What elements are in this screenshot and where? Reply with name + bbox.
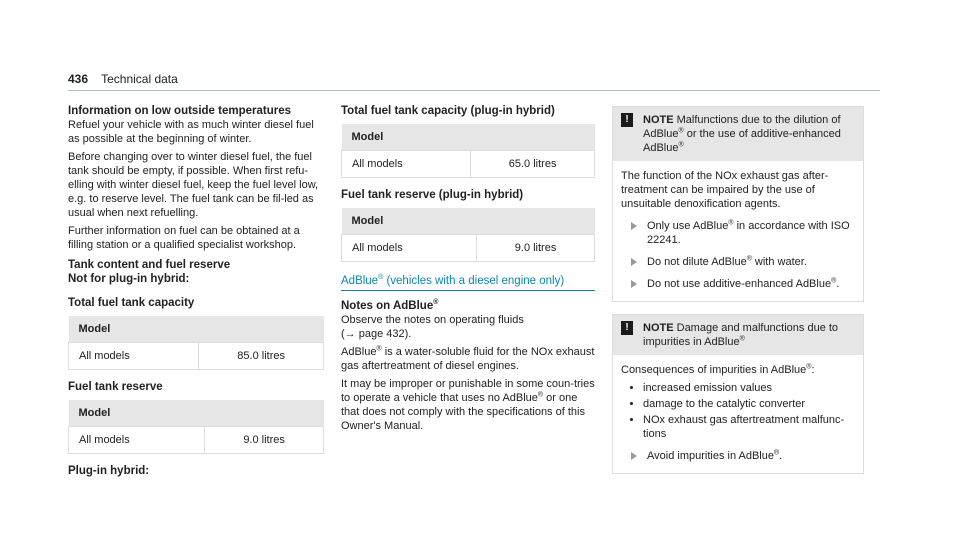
triangle-bullet-icon	[631, 452, 637, 460]
plugin-total-title: Total fuel tank capacity (plug-in hybrid)	[341, 105, 555, 117]
table-cell-model: All models	[69, 427, 205, 454]
column-middle	[341, 104, 595, 437]
instruction-item	[621, 219, 855, 247]
instruction-item	[621, 255, 855, 269]
notes-title-text: Notes on AdBlue	[341, 300, 434, 312]
column-left	[68, 104, 324, 478]
triangle-bullet-icon	[631, 258, 637, 266]
table-cell-model: All models	[342, 235, 477, 262]
table-cell-value: 65.0 litres	[471, 151, 595, 178]
note-heading-text	[643, 321, 855, 349]
adblue-title-rest: (vehicles with a diesel engine only)	[383, 275, 565, 287]
instruction-text: Do not dilute AdBlue® with water.	[647, 255, 807, 268]
table-cell-model: All models	[342, 151, 471, 178]
table-header: Model	[342, 124, 595, 151]
notes-text: is a water-soluble fluid for the NOx exhaust gas aftertreatment of diesel engines.	[341, 346, 595, 372]
page-reference-link[interactable]: (→ page 432).	[341, 328, 412, 340]
note-body	[613, 355, 863, 473]
warning-icon: !	[621, 321, 633, 335]
note-text: Malfunctions due to the dilution of AdBlue	[643, 114, 841, 140]
registered-mark: ®	[678, 127, 684, 135]
column-right	[612, 106, 864, 474]
table-cell-value: 85.0 litres	[199, 343, 324, 370]
consequences-list	[621, 381, 855, 441]
adblue-section-title	[341, 274, 595, 291]
notes-text: AdBlue	[341, 346, 377, 358]
instruction-item	[621, 277, 855, 291]
list-item: • NOx exhaust gas aftertreatment malfunc-tions	[643, 413, 855, 441]
note-text: Damage and malfunctions due to impurities in AdBlue	[643, 322, 839, 348]
total-capacity-title: Total fuel tank capacity	[68, 297, 195, 309]
page-number: 436	[68, 72, 89, 86]
plugin-hybrid-label: Plug-in hybrid:	[68, 465, 150, 477]
registered-mark: ®	[378, 274, 384, 282]
note-box-dilution	[612, 106, 864, 302]
notes-paragraph-1	[341, 313, 595, 341]
warning-icon: !	[621, 113, 633, 127]
registered-mark: ®	[376, 345, 382, 353]
table-header: Model	[342, 208, 595, 235]
note-body-text: Consequences of impurities in AdBlue®:	[621, 363, 815, 376]
instruction-item	[621, 449, 855, 463]
page-header	[68, 72, 880, 87]
info-title: Information on low outside temperatures	[68, 105, 291, 117]
note-box-impurities	[612, 314, 864, 474]
note-label: NOTE	[643, 114, 674, 126]
notes-paragraph-3	[341, 377, 595, 433]
section-title: Technical data	[101, 72, 178, 86]
table-header: Model	[69, 316, 324, 343]
instruction-text: Avoid impurities in AdBlue®.	[647, 449, 783, 462]
notes-paragraph-2	[341, 345, 595, 373]
header-rule	[68, 90, 880, 91]
note-label: NOTE	[643, 322, 674, 334]
note-body	[613, 161, 863, 301]
note-header	[613, 315, 863, 355]
registered-mark: ®	[739, 335, 745, 343]
instruction-text: Do not use additive-enhanced AdBlue®.	[647, 277, 840, 290]
list-item: • damage to the catalytic converter	[643, 397, 855, 411]
notes-text: It may be improper or punishable in some coun-tries to operate a vehicle that uses no AdBlue	[341, 378, 595, 404]
not-plugin-label: Not for plug-in hybrid:	[68, 273, 190, 285]
info-paragraph-1: Refuel your vehicle with as much winter diesel fuel as possible at the beginning of winter.	[68, 119, 314, 145]
plugin-reserve-title: Fuel tank reserve (plug-in hybrid)	[341, 189, 524, 201]
note-text: or the use of additive-enhanced AdBlue	[643, 128, 841, 154]
notes-text: Observe the notes on operating fluids	[341, 314, 524, 326]
registered-mark: ®	[678, 141, 684, 149]
triangle-bullet-icon	[631, 280, 637, 288]
adblue-word: AdBlue	[341, 275, 379, 287]
total-capacity-table	[68, 316, 324, 370]
registered-mark: ®	[433, 299, 439, 307]
list-item: • increased emission values	[643, 381, 855, 395]
info-paragraph-3: Further information on fuel can be obtained at a filling station or a qualified specialist workshop.	[68, 225, 300, 251]
note-header	[613, 107, 863, 161]
table-cell-value: 9.0 litres	[205, 427, 324, 454]
notes-text: or one that does not comply with the specifications of this Owner's Manual.	[341, 392, 585, 432]
note-heading-text	[643, 113, 855, 155]
reserve-table	[68, 400, 324, 454]
plugin-reserve-table	[341, 208, 595, 262]
info-paragraph-2: Before changing over to winter diesel fuel, the fuel tank should be empty, if possible. When first refu-elling with winter diesel fuel, keep the fuel level low, e.g. to reserve level. The fuel tank can be fil-led as usual when next refuelling.	[68, 151, 319, 219]
table-cell-model: All models	[69, 343, 199, 370]
triangle-bullet-icon	[631, 222, 637, 230]
table-header: Model	[69, 400, 324, 427]
note-body-text: The function of the NOx exhaust gas after-treatment can be impaired by the use of unsuitable denoxification agents.	[621, 170, 829, 210]
reserve-title: Fuel tank reserve	[68, 381, 163, 393]
table-cell-value: 9.0 litres	[477, 235, 595, 262]
tank-content-title: Tank content and fuel reserve	[68, 259, 231, 271]
adblue-notes-title	[341, 299, 595, 313]
instruction-text: Only use AdBlue® in accordance with ISO 22241.	[647, 219, 850, 246]
registered-mark: ®	[537, 391, 544, 399]
plugin-total-table	[341, 124, 595, 178]
